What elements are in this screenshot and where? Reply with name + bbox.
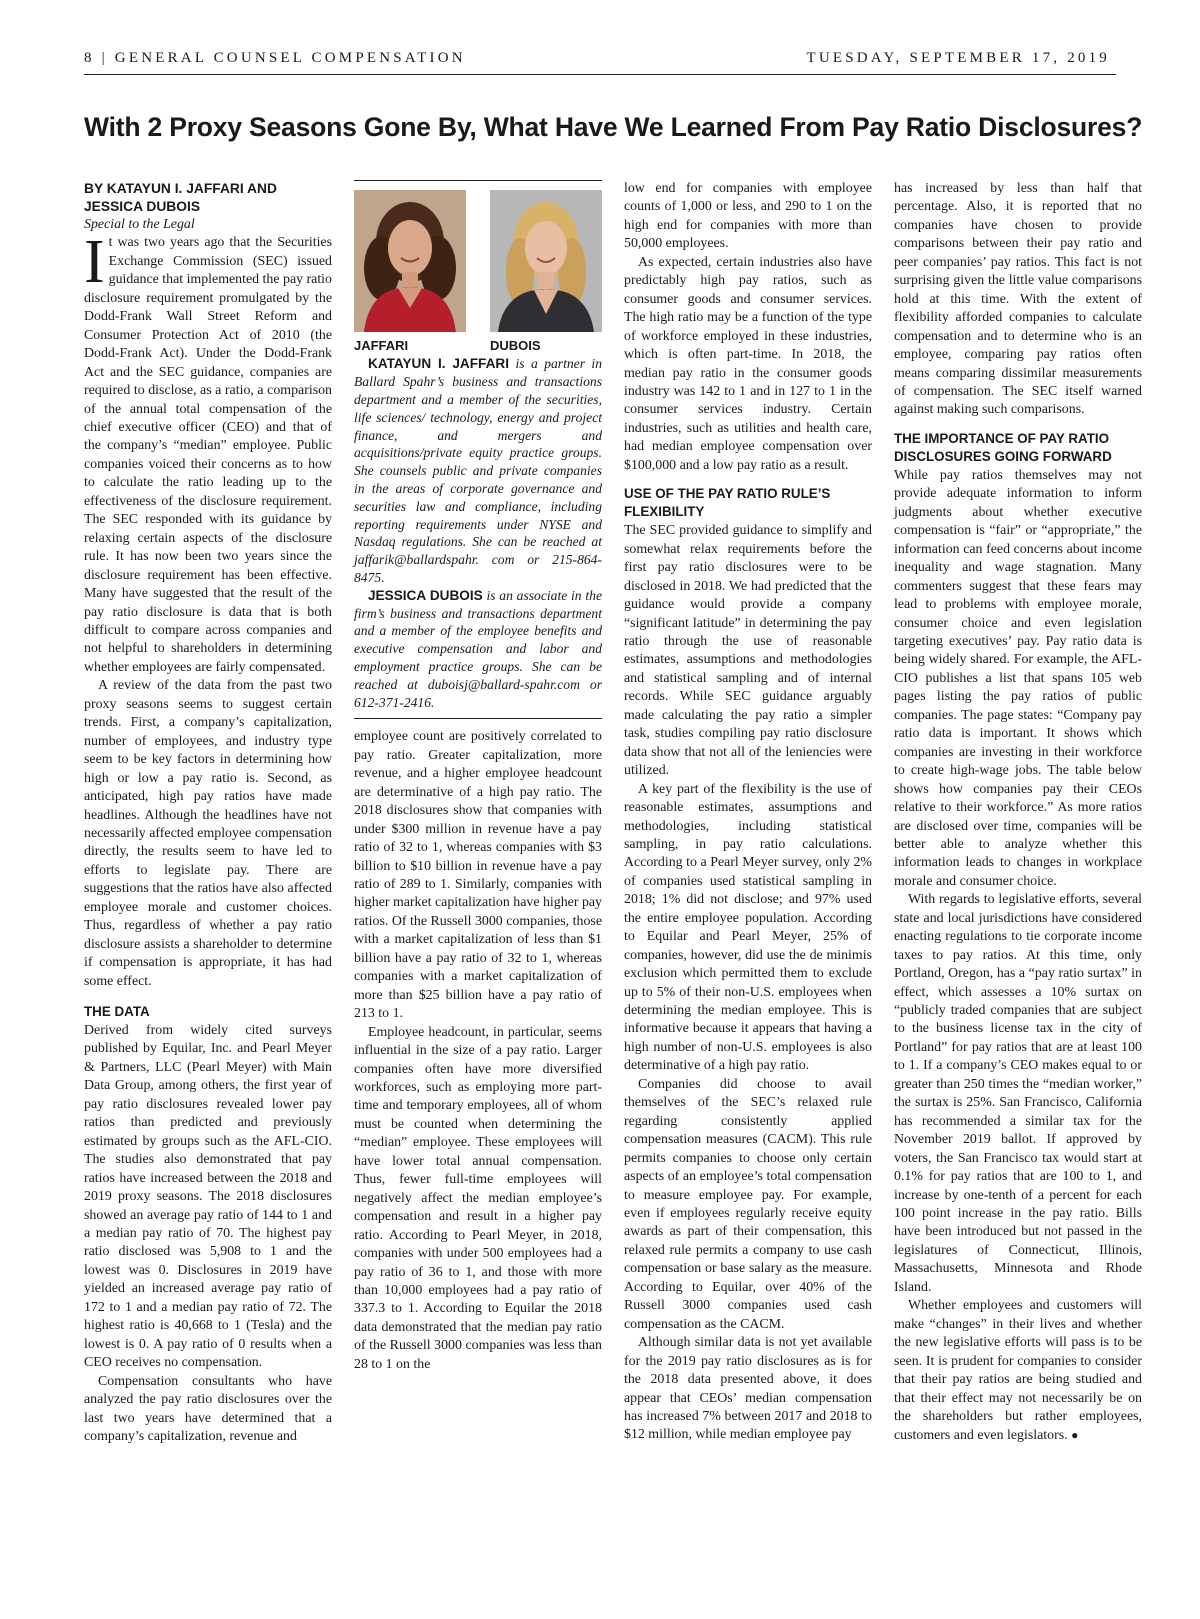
paragraph: Companies did choose to avail themselves of the SEC’s relaxed rule regarding consistently applied compensation measures (CACM). This rule permits companies to choose only certain aspects of an employee’s total compensation to measure employee pay. For example, even if employees regularly receive equity awards as part of their compensation, this relaxed rule permits a company to use cash compensation or base salary as the measure. According to Equilar, over 40% of the Russell 3000 companies used cash compensation as the CACM. [624,1076,872,1332]
portrait-photo [490,190,602,332]
author-photo-dubois [490,190,602,355]
photo-caption: JAFFARI [354,338,409,353]
section-heading: USE OF THE PAY RATIO RULE’S FLEXIBILITY [624,486,831,520]
paragraph: With regards to legislative efforts, several state and local jurisdictions have considered enacting regulations to tie corporate income taxes to pay ratios. At this time, only Portland, Oregon, has a “pay ratio surtax” in effect, which assesses a 10% surtax on “publicly traded companies that are subject to the business license tax in the city of Portland” for pay ratios that are at least 100 to 1. If a company’s CEO makes equal to or greater than 250 times the “median worker,” the surtax is 25%. San Francisco, California has recommended a similar tax for the November 2019 ballot. If approved by voters, the San Francisco tax would start at 0.1% for pay ratios that are 100 to 1, and increase by one-tenth of a percent for each 100 point increase in the pay ratio. Bills have been introduced but not passed in the legislatures of Connecticut, Illinois, Massachusetts, Minnesota and Rhode Island. [894,892,1142,1295]
paragraph: A review of the data from the past two proxy seasons seems to suggest certain trends. First, a company’s capitalization, number of employees, and industry type seem to be key factors in determining how high or low a pay ratio is. Second, as anticipated, high pay ratios have made headlines. Although the headlines have not necessarily affected employee compensation directly, the results seem to have led to efforts to legislate pay. There are suggestions that the ratios have also affected employee morale and customer choices. Thus, regardless of whether a pay ratio disclosure assists a shareholder to determine if compensation is appropriate, it has had some effect. [84,678,332,989]
paragraph: The SEC provided guidance to simplify and somewhat relax requirements before the first pay ratio disclosures were to be disclosed in 2018. We had predicted that the guidance would provide a company “significant latitude” in determining the pay ratio through the use of reasonable estimates, assumptions and methodologies and statistical sampling and of internal records. While SEC guidance arguably made calculating the pay ratio a simpler task, studies compiling pay ratio disclosure data show that not all of the leniencies were utilized. [624,523,872,779]
header-rule [84,74,1116,75]
paragraph: Whether employees and customers will make “changes” in their lives and whether the new legislative efforts will pass is to be seen. It is prudent for companies to consider that their pay ratios are being studied and that their effect may not necessarily be on the shareholders but rather employees, customers and even legislators. ● [894,1298,1142,1444]
paragraph: Although similar data is not yet available for the 2019 pay ratio disclosures as is for the 2018 data presented above, it does appear that CEOs’ median compensation has increased 7% between 2017 and 2018 to $12 million, while median employee pay [624,1335,872,1443]
author-name: JESSICA DUBOIS [368,587,483,603]
paragraph: As expected, certain industries also have predictably high pay ratios, such as consumer goods and consumer services. The high ratio may be a function of the type of workforce employed in these industries, which is often part-time. In 2018, the median pay ratio in the consumer goods industry was 142 to 1 and in 127 to 1 in the consumer services industry. Certain industries, such as utilities and health care, had median employee compensation over $100,000 and a low pay ratio as a result. [624,254,872,473]
paragraph: It was two years ago that the Securities Exchange Commission (SEC) issued guidance that implemented the pay ratio disclosure requirement promulgated by the Dodd-Frank Wall Street Reform and Consumer Protection Act of 2010 (the Dodd-Frank Act). Under the Dodd-Frank Act and the SEC guidance, companies are required to disclose, as a ratio, a comparison of the annual total compensation of the chief executive officer (CEO) and that of the company’s “median” employee. Public companies voiced their concerns as to how to calculate the ratio leading up to the effectiveness of the disclosure requirement. The SEC responded with its guidance by relaxing certain aspects of the disclosure rule. It has now been two years since the disclosure requirement has been effective. Many have suggested that the result of the pay ratio disclosure is data that is both difficult to compare across companies and not helpful to shareholders in determining whether employees are fairly compensated. [84,228,332,675]
author-photos [354,190,602,355]
author-bio-dubois: JESSICA DUBOIS is an associate in the firm’s business and transactions department and a member of the employee benefits and executive compensation and labor and employment practice groups. She can be reached at duboisj@ballard-spahr.com or 612-371-2416. [354,587,602,710]
author-bio-box [354,180,602,719]
article-headline: With 2 Proxy Seasons Gone By, What Have We Learned From Pay Ratio Disclosures? [84,112,1143,142]
byline-credit: Special to the Legal [84,217,195,232]
issue-date: TUESDAY, SEPTEMBER 17, 2019 [806,50,1110,66]
paragraph: While pay ratios themselves may not provide adequate information to inform judgments about whether executive compensation is “fair” or “appropriate,” the information can feed concerns about income inequality and wage stagnation. Many commenters suggest that these fears may lead to problems with employee morale, consumer choice and even legislation targeting executives’ pay. Pay ratio data is being widely shared. For example, the AFL-CIO publishes a list that spans 105 web pages listing the pay ratios of public companies. The page states: “Company pay ratio data is important. It shows which companies are investing in their workforce to create high-wage jobs. The table below shows how companies pay their CEOs relative to their workforce.” As more ratios are disclosed over time, companies will be better able to analyze whether this information leads to changes in workplace morale and consumer choice. [894,467,1142,889]
section-heading: THE DATA [84,1004,150,1020]
photo-caption: DUBOIS [490,338,541,353]
byline-line-1: BY KATAYUN I. JAFFARI AND [84,181,277,196]
author-name: KATAYUN I. JAFFARI [368,356,510,372]
paragraph: A key part of the flexibility is the use of reasonable estimates, assumptions and methodologies, including statistical sampling, in pay ratio calculations. According to a Pearl Meyer survey, only 2% of companies used statistical sampling in 2018; 1% did not disclose; and 97% used the entire employee population. According to Equilar and Pearl Meyer, 25% of companies, however, did use the de minimis exclusion which permitted them to exclude up to 5% of their non-U.S. employees when determining the median employee. This is informative because it appears that having a high number of non-U.S. employees is also determinative of a high pay ratio. [624,781,872,1074]
author-photo-jaffari [354,190,466,355]
end-mark-icon: ● [1071,1428,1079,1443]
paragraph: Compensation consultants who have analyzed the pay ratio disclosures over the last two years have determined that a company’s capitalization, revenue and [84,1373,332,1444]
paragraph: Employee headcount, in particular, seems influential in the size of a pay ratio. Larger companies often have more diversified workforces, such as employing more part-time and temporary employees, all of whom must be counted when determining the “median” employee. These employees will have lower total annual compensation. Thus, fewer full-time employees will negatively affect the median employee’s compensation and result in a higher pay ratio. According to Pearl Meyer, in 2018, companies with under 500 employees had a pay ratio of 36 to 1, and those with more than 10,000 employees had a pay ratio of 337.3 to 1. According to Equilar the 2018 data demonstrated that the median pay ratio of the Russell 3000 companies was less than 28 to 1 on the [354,1024,602,1372]
article-column-4 [894,180,1142,1446]
paragraph: has increased by less than half that percentage. Also, it is reported that no companies have chosen to provide comparisons between their pay ratio and peer companies’ pay ratios. This fact is not surprising given the little value comparisons hold at this time. With the extent of flexibility afforded companies to calculate compensation and to determine who is an employee, comparing pay ratios often means comparing dissimilar measurements of compensation. The SEC itself warned against making such comparisons. [894,181,1142,418]
page-folio: 8 | GENERAL COUNSEL COMPENSATION [84,50,466,66]
paragraph: Derived from widely cited surveys published by Equilar, Inc. and Pearl Meyer & Partners, LLC (Pearl Meyer) with Main Data Group, among others, the first year of pay ratio disclosures revealed lower pay ratios than predicted and previously estimated by groups such as the AFL-CIO. The studies also demonstrated that pay ratios have increased between the 2018 and 2019 proxy seasons. The 2018 disclosures showed an average pay ratio of 144 to 1 and a median pay ratio of 70. The highest pay ratio disclosed was 5,908 to 1 and the lowest was 0. Disclosures in 2019 have yielded an increased average pay ratio of 172 to 1 and a median pay ratio of 72. The highest ratio is 40,668 to 1 (Tesla) and the lowest is 0. A pay ratio of 0 results when a CEO receives no compensation. [84,1023,332,1371]
drop-cap: I [84,228,105,297]
paragraph: low end for companies with employee counts of 1,000 or less, and 290 to 1 on the high end for companies with more than 50,000 employees. [624,181,872,252]
section-heading: THE IMPORTANCE OF PAY RATIO DISCLOSURES GOING FORWARD [894,430,1112,464]
paragraph: employee count are positively correlated to pay ratio. Greater capitalization, more revenue, and a higher employee headcount are determinative of a high pay ratio. The 2018 disclosures show that companies with under $300 million in revenue have a pay ratio of 32 to 1, whereas companies with $3 billion to $10 billion in revenue have a pay ratio of 289 to 1. Similarly, companies with higher market capitalization have higher pay ratios. Of the Russell 3000 companies, those with a market capitalization of less than $1 billion have a pay ratio of 32 to 1, whereas companies with a market capitalization of more than $25 billion have a pay ratio of 213 to 1. [354,729,602,1022]
article-column-1 [84,180,332,1446]
article-column-2 [354,180,602,1374]
article-column-3 [624,180,872,1445]
portrait-photo [354,190,466,332]
byline-line-2: JESSICA DUBOIS [84,199,201,214]
author-bio-jaffari: KATAYUN I. JAFFARI is a partner in Ballard Spahr’s business and transactions department and a member of the securities, life sciences/ technology, energy and project finance, and mergers and acquisitions/private equity practice groups. She counsels public and private companies in the areas of corporate governance and securities law and compliance, including reporting requirements under NYSE and Nasdaq regulations. She can be reached at jaffarik@ballardspahr. com or 215-864-8475. [354,356,602,586]
